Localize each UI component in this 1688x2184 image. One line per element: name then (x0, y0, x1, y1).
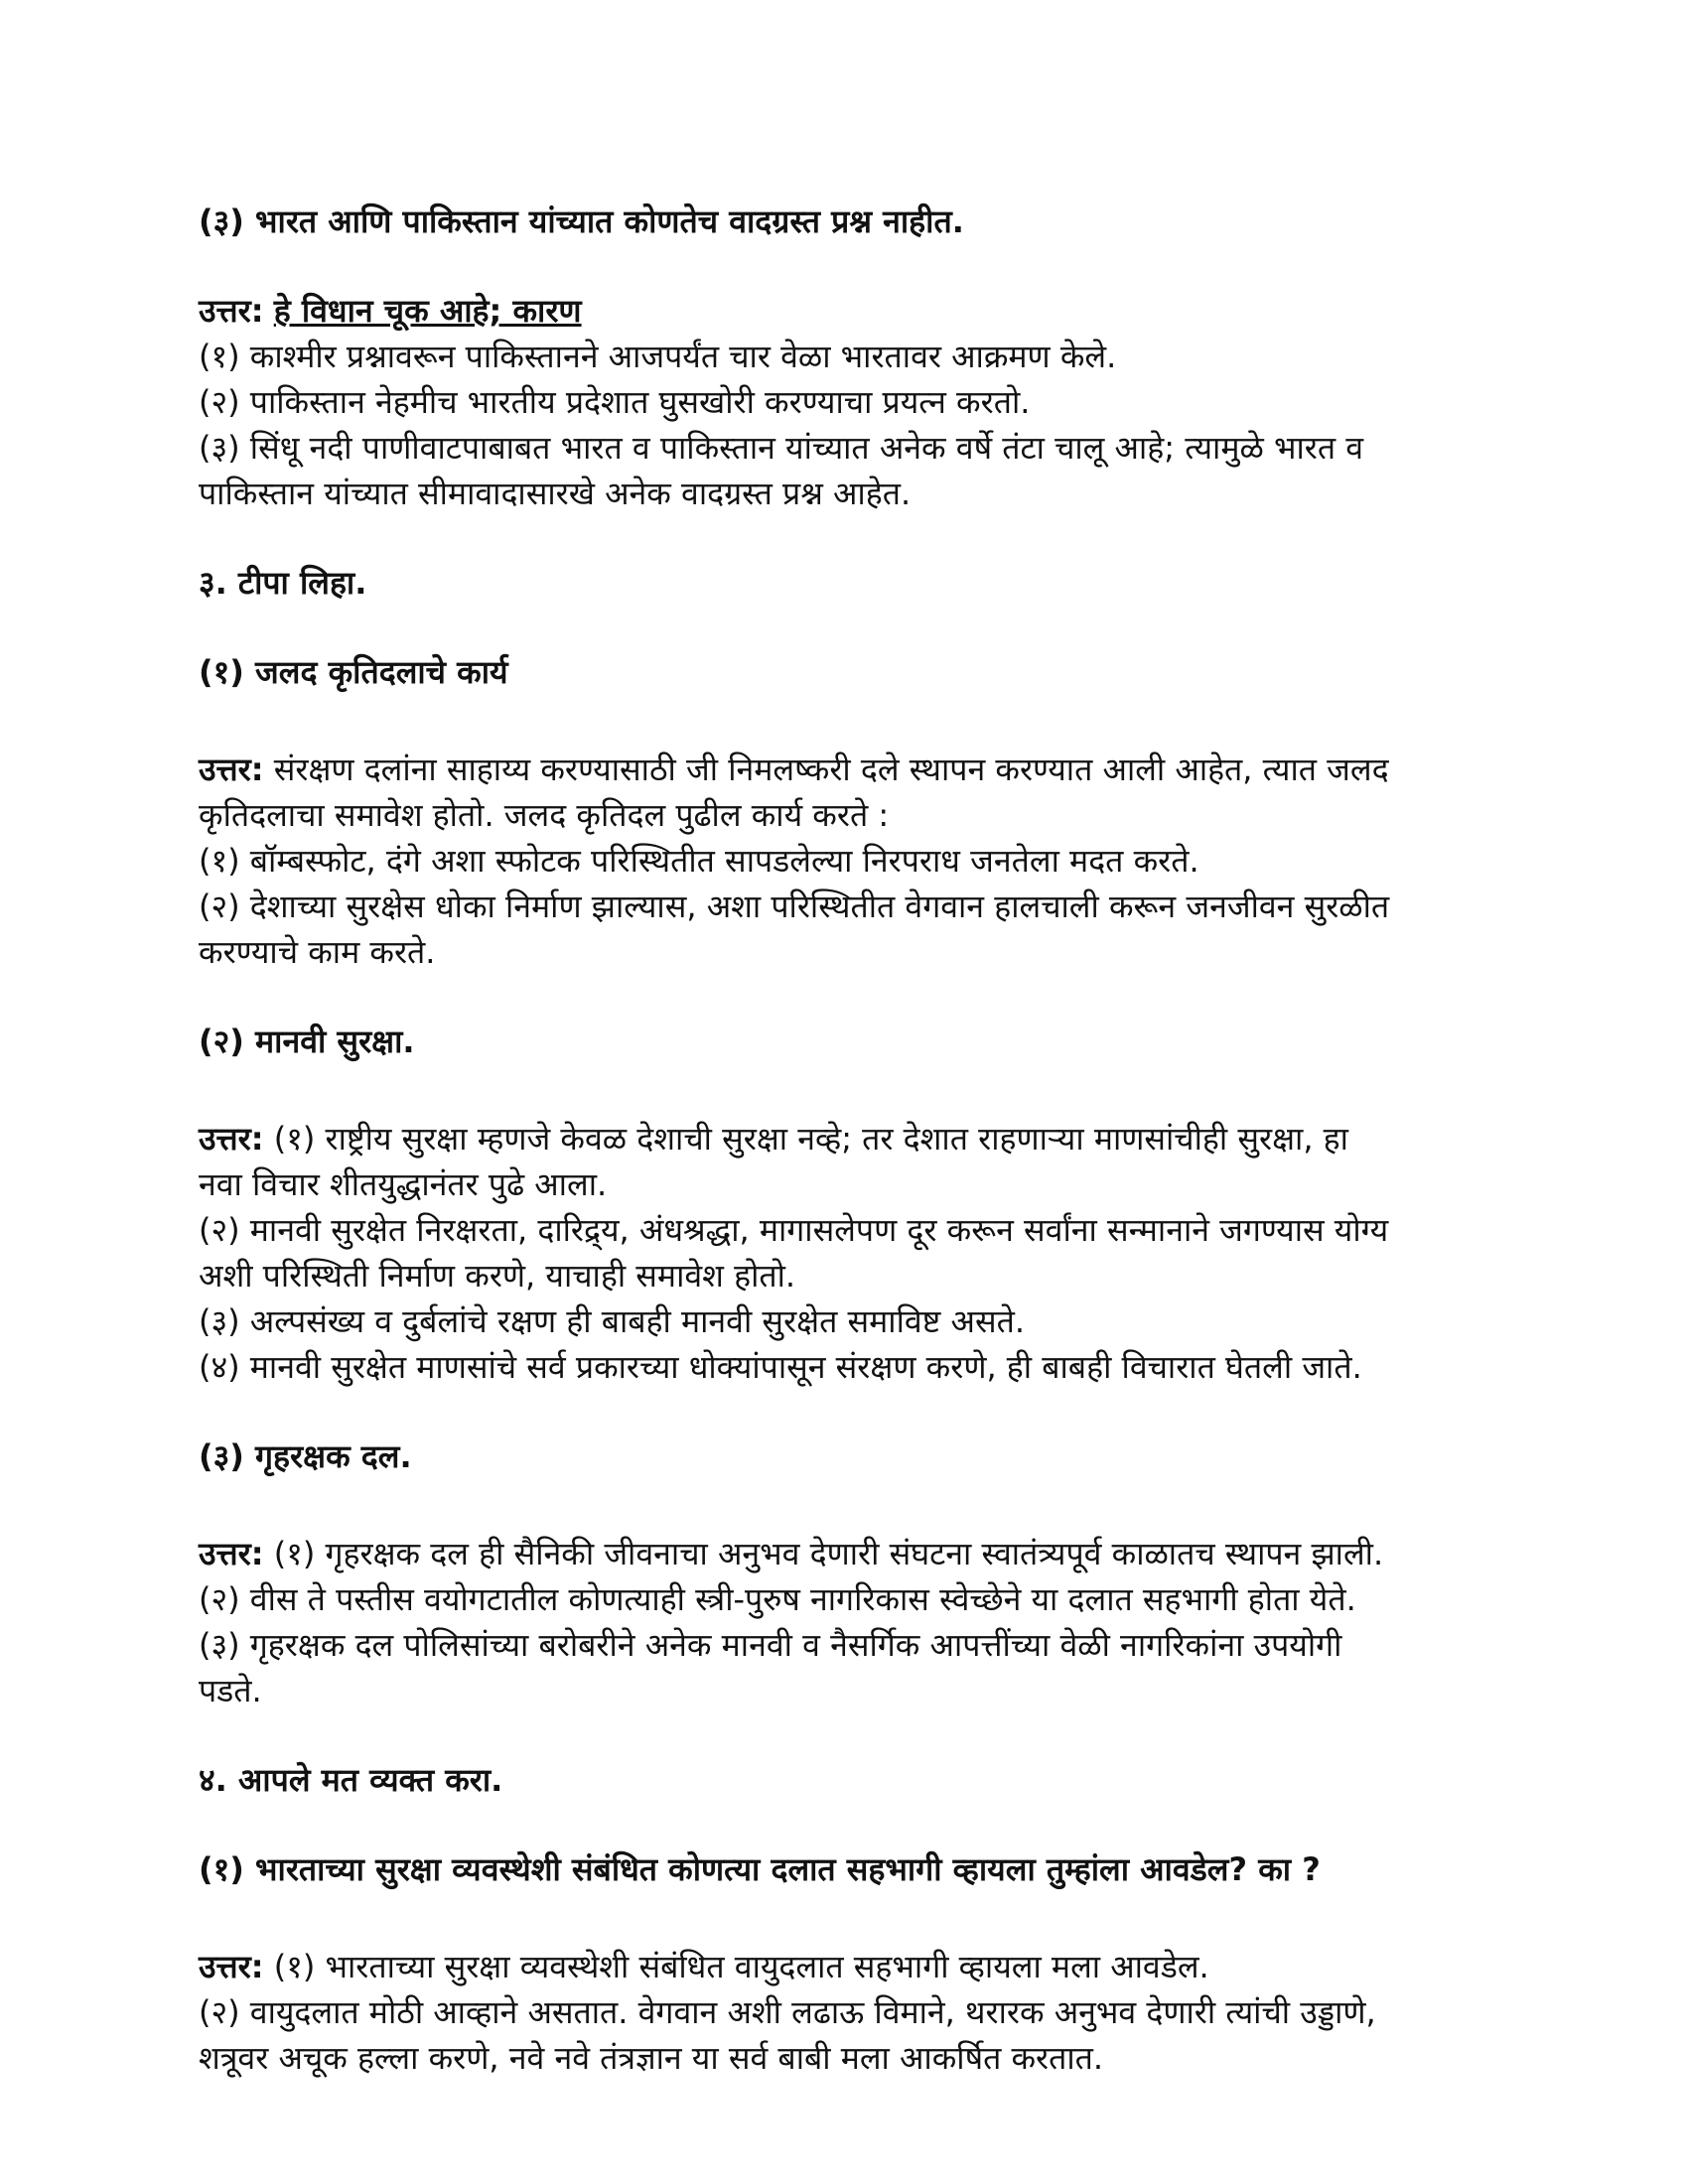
note-heading-3: (३) गृहरक्षक दल. (199, 1437, 412, 1475)
answer-verdict-line (199, 288, 1489, 334)
answer-point: (२) वायुदलात मोठी आव्हाने असतात. वेगवान अशी लढाऊ विमाने, थरारक अनुभव देणारी त्यांची उड्डाणे, (199, 1993, 1376, 2031)
note-heading-2: (२) मानवी सुरक्षा. (199, 1023, 415, 1060)
answer-text: (१) राष्ट्रीय सुरक्षा म्हणजे केवळ देशाची सुरक्षा नव्हे; तर देशात राहणाऱ्या माणसांचीही सुरक्षा, हा (263, 1120, 1348, 1158)
answer-point: (२) वीस ते पस्तीस वयोगटातील कोणत्याही स्त्री-पुरुष नागरिकास स्वेच्छेने या दलात सहभागी होता येते. (199, 1580, 1356, 1618)
answer-point: पडते. (199, 1672, 262, 1709)
answer-point: (३) अल्पसंख्य व दुर्बलांचे रक्षण ही बाबही मानवी सुरक्षेत समाविष्ट असते. (199, 1302, 1025, 1340)
answer-point: (३) सिंधू नदी पाणीवाटपाबाबत भारत व पाकिस्तान यांच्यात अनेक वर्षे तंटा चालू आहे; त्यामुळे भारत व (199, 429, 1364, 467)
note-answer-line (199, 1531, 1489, 1576)
answer-label: उत्तर: (199, 1120, 264, 1158)
section-title-4: ४. आपले मत व्यक्त करा. (199, 1761, 503, 1799)
answer-label: उत्तर: (199, 751, 264, 788)
answer-point: (१) काश्मीर प्रश्नावरून पाकिस्तानने आजपर्यंत चार वेळा भारतावर आक्रमण केले. (199, 338, 1117, 375)
answer-point: शत्रूवर अचूक हल्ला करणे, नवे नवे तंत्रज्ञान या सर्व बाबी मला आकर्षित करतात. (199, 2039, 1104, 2077)
answer-label: उत्तर: (199, 1948, 264, 1985)
answer-label: उत्तर: (199, 292, 264, 330)
answer-point: (२) पाकिस्तान नेहमीच भारतीय प्रदेशात घुसखोरी करण्याचा प्रयत्न करतो. (199, 383, 1031, 421)
answer-text: संरक्षण दलांना साहाय्य करण्यासाठी जी निमलष्करी दले स्थापन करण्यात आली आहेत, त्यात जलद (263, 751, 1389, 788)
answer-point: नवा विचार शीतयुद्धानंतर पुढे आला. (199, 1165, 608, 1203)
answer-point: करण्याचे काम करते. (199, 933, 436, 971)
answer-point: (१) बॉम्बस्फोट, दंगे अशा स्फोटक परिस्थितीत सापडलेल्या निरपराध जनतेला मदत करते. (199, 842, 1199, 880)
answer-point: (४) मानवी सुरक्षेत माणसांचे सर्व प्रकारच्या धोक्यांपासून संरक्षण करणे, ही बाबही विचारात घेतली जाते. (199, 1348, 1362, 1386)
question-heading-3: (३) भारत आणि पाकिस्तान यांच्यात कोणतेच वादग्रस्त प्रश्न नाहीत. (199, 203, 964, 240)
answer-text: (१) भारताच्या सुरक्षा व्यवस्थेशी संबंधित वायुदलात सहभागी व्हायला मला आवडेल. (263, 1948, 1209, 1985)
section-title-3: ३. टीपा लिहा. (199, 564, 367, 602)
answer-point: कृतिदलाचा समावेश होतो. जलद कृतिदल पुढील कार्य करते : (199, 796, 890, 834)
answer-text: (१) गृहरक्षक दल ही सैनिकी जीवनाचा अनुभव देणारी संघटना स्वातंत्र्यपूर्व काळातच स्थापन झाली. (263, 1535, 1384, 1572)
opinion-heading-1: (१) भारताच्या सुरक्षा व्यवस्थेशी संबंधित कोणत्या दलात सहभागी व्हायला तुम्हांला आवडेल? का ? (199, 1850, 1321, 1888)
answer-point: अशी परिस्थिती निर्माण करणे, याचाही समावेश होतो. (199, 1257, 796, 1295)
answer-verdict: हे विधान चूक आहे; कारण (273, 292, 582, 330)
answer-point: (२) देशाच्या सुरक्षेस धोका निर्माण झाल्यास, अशा परिस्थितीत वेगवान हालचाली करून जनजीवन सुरळीत (199, 887, 1390, 925)
note-answer-line (199, 747, 1489, 792)
answer-point: पाकिस्तान यांच्यात सीमावादासारखे अनेक वादग्रस्त प्रश्न आहेत. (199, 475, 912, 512)
note-answer-line (199, 1116, 1489, 1161)
note-heading-1: (१) जलद कृतिदलाचे कार्य (199, 653, 508, 691)
answer-label: उत्तर: (199, 1535, 264, 1572)
document-page (199, 199, 1489, 2081)
opinion-answer-line (199, 1944, 1489, 1989)
answer-point: (३) गृहरक्षक दल पोलिसांच्या बरोबरीने अनेक मानवी व नैसर्गिक आपत्तींच्या वेळी नागरिकांना उपयोगी (199, 1626, 1342, 1664)
answer-point: (२) मानवी सुरक्षेत निरक्षरता, दारिद्र्य, अंधश्रद्धा, मागासलेपण दूर करून सर्वांना सन्मानाने जगण्यास योग्य (199, 1211, 1389, 1249)
